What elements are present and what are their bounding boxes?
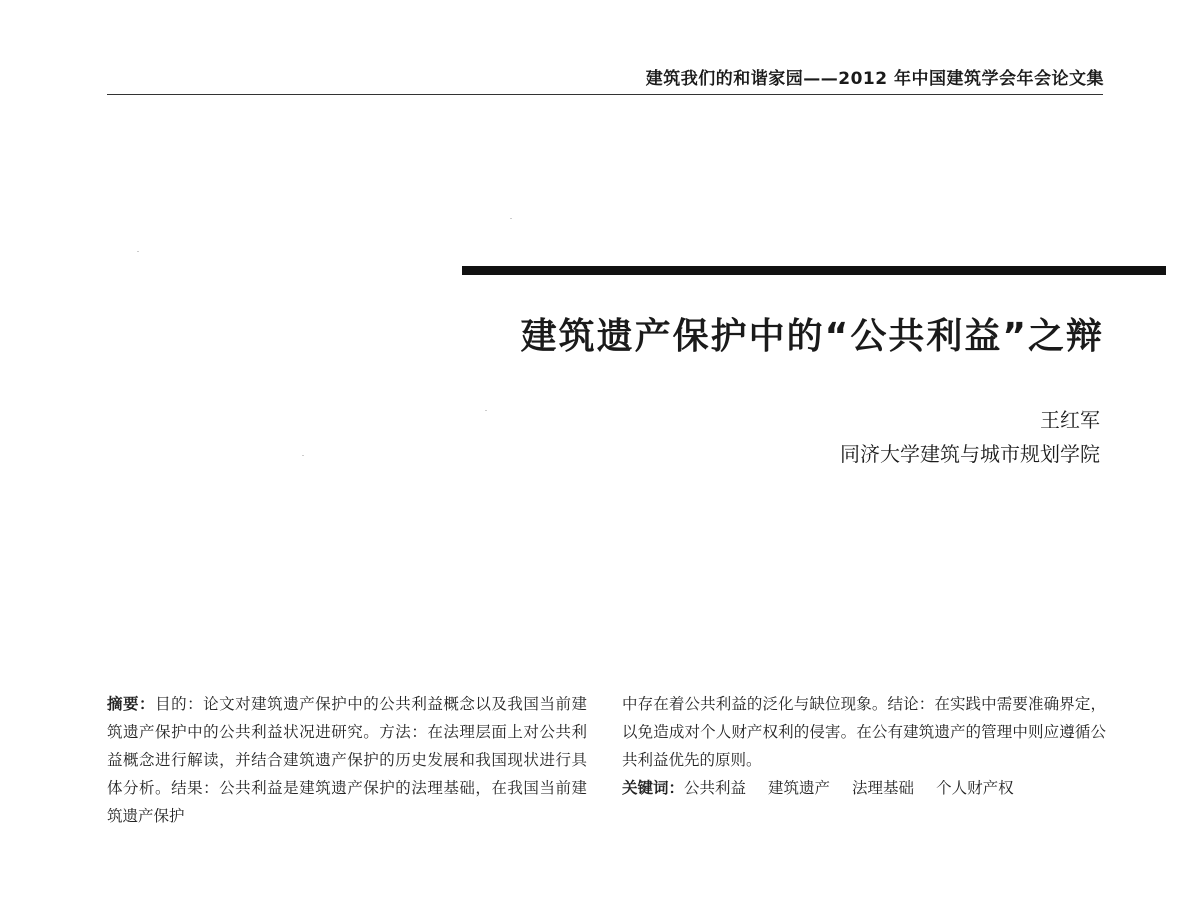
abstract-right-column: [622, 690, 1106, 802]
paper-title: 建筑遗产保护中的“公共利益”之辩: [520, 316, 1104, 357]
keyword-item: 个人财产权: [936, 779, 1014, 797]
scan-speck: [137, 251, 139, 252]
keyword-item: 法理基础: [852, 779, 915, 797]
keyword-item: 公共利益: [684, 779, 747, 797]
author-name: 王红军: [1040, 408, 1100, 432]
keywords-label: 关键词：: [622, 779, 685, 797]
abstract-text-left: 目的：论文对建筑遗产保护中的公共利益概念以及我国当前建筑遗产保护中的公共利益状况进研究。方法：在法理层面上对公共利益概念进行解读，并结合建筑遗产保护的历史发展和我国现状进行具体分析。结果：公共利益是建筑遗产保护的法理基础，在我国当前建筑遗产保护: [107, 695, 587, 825]
scan-speck: [302, 455, 304, 456]
abstract-text-right: 中存在着公共利益的泛化与缺位现象。结论：在实践中需要准确界定，以免造成对个人财产权利的侵害。在公有建筑遗产的管理中则应遵循公共利益优先的原则。: [622, 695, 1106, 769]
abstract-label: 摘要：: [107, 695, 156, 713]
title-bar: [462, 266, 1166, 275]
abstract-left-column: [107, 690, 587, 830]
header-rule: [107, 94, 1103, 95]
keyword-item: 建筑遗产: [768, 779, 831, 797]
scan-speck: [485, 410, 487, 411]
scan-speck: [510, 218, 512, 219]
author-affiliation: 同济大学建筑与城市规划学院: [840, 442, 1100, 466]
keywords-line: [622, 774, 1106, 802]
running-header: 建筑我们的和谐家园——2012 年中国建筑学会年会论文集: [645, 69, 1104, 89]
